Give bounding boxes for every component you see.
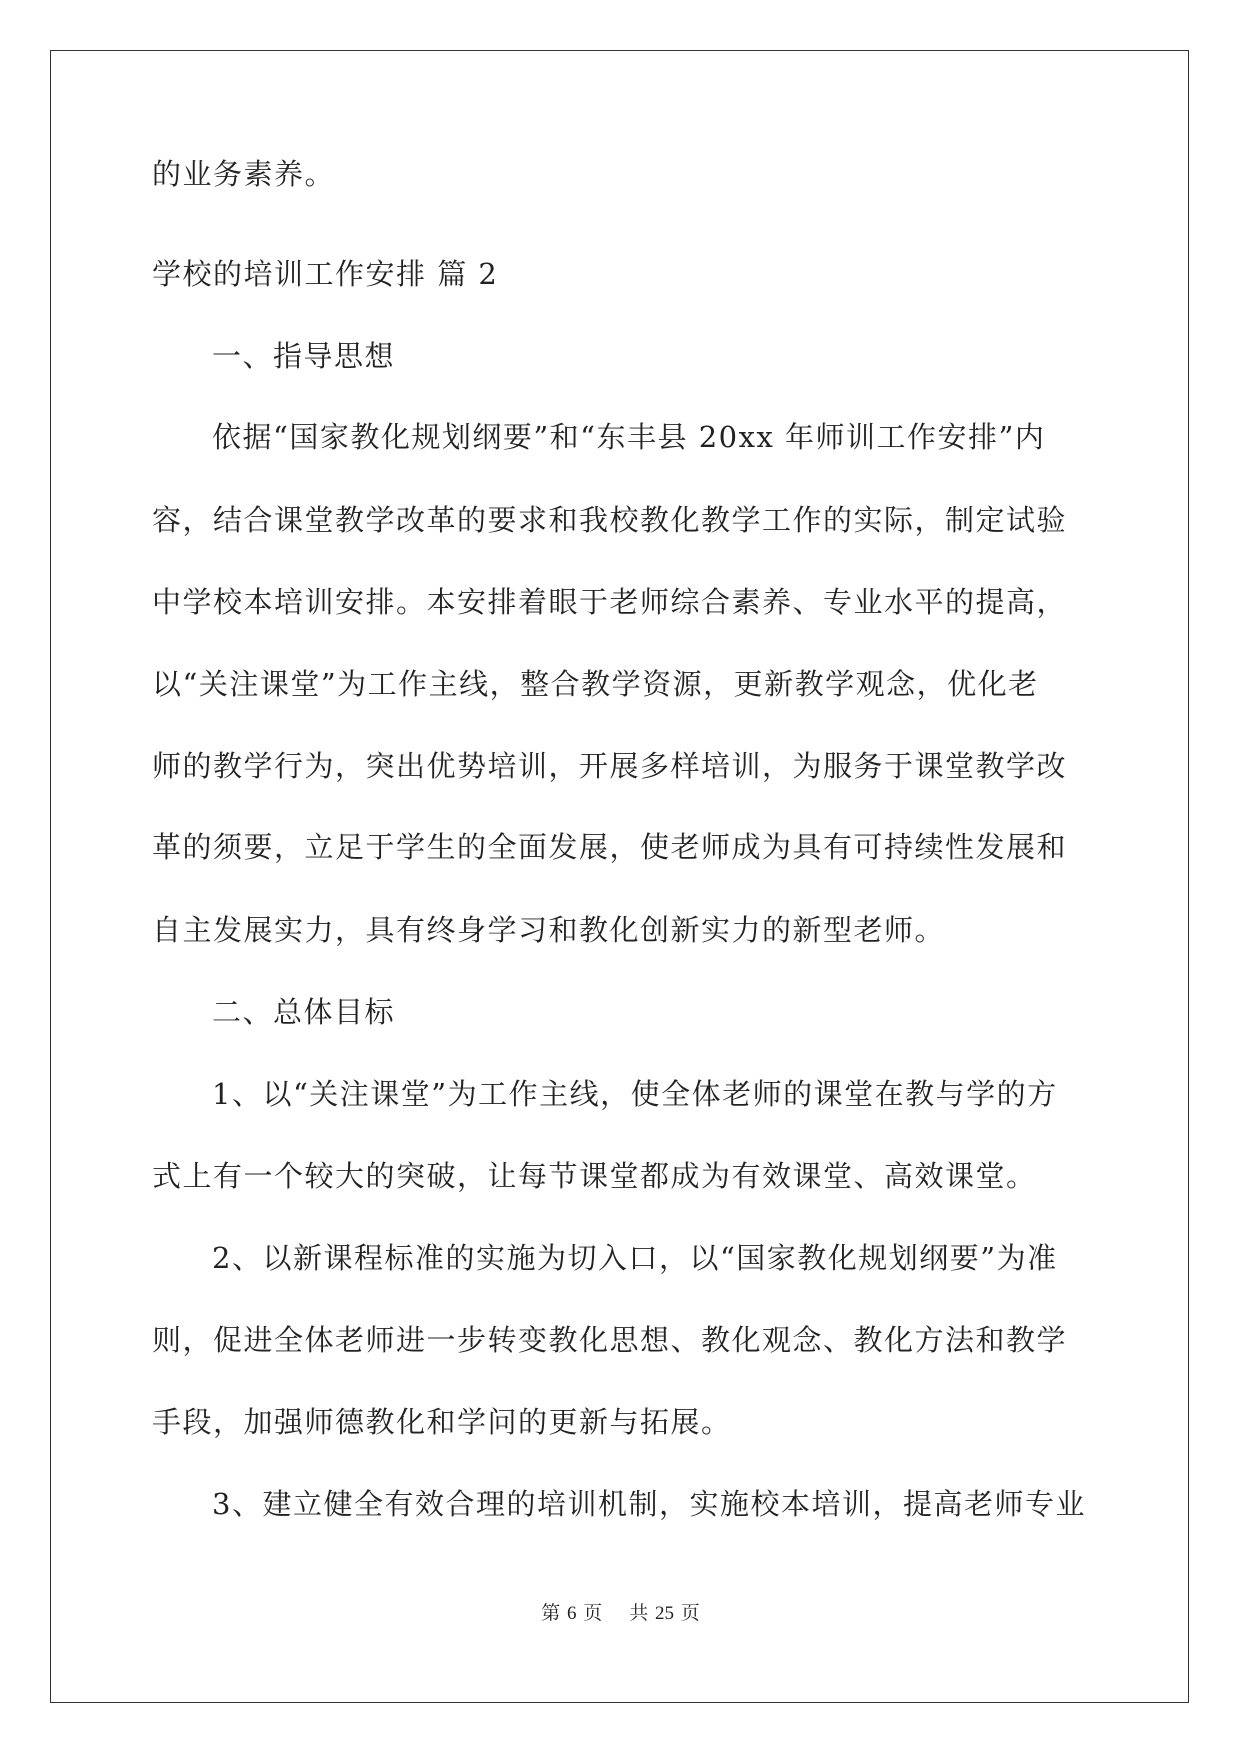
text-line: 自主发展实力，具有终身学习和教化创新实力的新型老师。 bbox=[152, 913, 946, 947]
section-subheading: 二、总体目标 bbox=[212, 995, 396, 1029]
text-line: 2、以新课程标准的实施为切入口，以“国家教化规划纲要”为准 bbox=[212, 1241, 1058, 1275]
text-line: 革的须要，立足于学生的全面发展，使老师成为具有可持续性发展和 bbox=[152, 830, 1068, 864]
page-border bbox=[50, 50, 1189, 1703]
text-line: 以“关注课堂”为工作主线，整合教学资源，更新教学观念，优化老 bbox=[152, 667, 1039, 701]
text-line: 师的教学行为，突出优势培训，开展多样培训，为服务于课堂教学改 bbox=[152, 749, 1068, 783]
section-heading: 学校的培训工作安排 篇 2 bbox=[152, 257, 499, 291]
text-line: 1、以“关注课堂”为工作主线，使全体老师的课堂在教与学的方 bbox=[212, 1077, 1058, 1111]
page-number: 第 6 页 共 25 页 bbox=[541, 1603, 700, 1624]
page-footer bbox=[0, 1598, 1241, 1625]
section-subheading: 一、指导思想 bbox=[212, 339, 396, 373]
text-line: 中学校本培训安排。本安排着眼于老师综合素养、专业水平的提高， bbox=[152, 585, 1068, 619]
text-line: 容，结合课堂教学改革的要求和我校教化教学工作的实际，制定试验 bbox=[152, 503, 1068, 537]
text-line: 则，促进全体老师进一步转变教化思想、教化观念、教化方法和教学 bbox=[152, 1323, 1068, 1357]
text-line: 手段，加强师德教化和学问的更新与拓展。 bbox=[152, 1405, 732, 1439]
text-line: 式上有一个较大的突破，让每节课堂都成为有效课堂、高效课堂。 bbox=[152, 1159, 1037, 1193]
text-line: 3、建立健全有效合理的培训机制，实施校本培训，提高老师专业 bbox=[212, 1487, 1086, 1521]
text-line: 依据“国家教化规划纲要”和“东丰县 20xx 年师训工作安排”内 bbox=[212, 420, 1046, 454]
text-line: 的业务素养。 bbox=[152, 157, 336, 191]
